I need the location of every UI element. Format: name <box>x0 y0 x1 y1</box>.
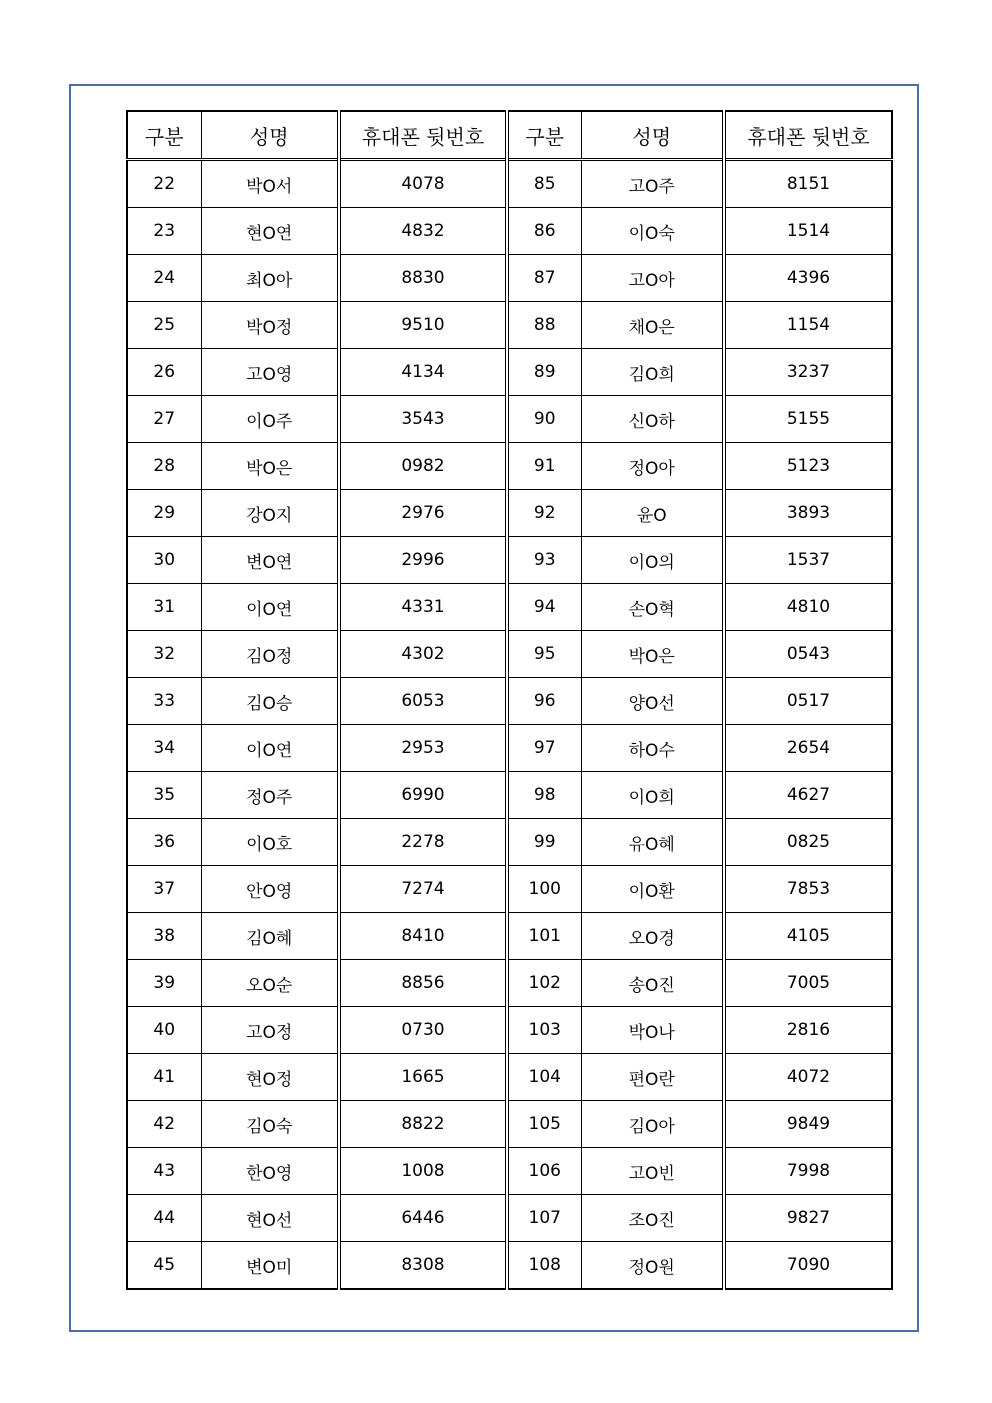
cell-name-left: 이O연 <box>201 584 339 631</box>
cell-phone-right: 8151 <box>724 160 892 208</box>
cell-no-left: 28 <box>127 443 201 490</box>
cell-phone-right: 7853 <box>724 866 892 913</box>
cell-name-right: 고O아 <box>581 255 724 302</box>
cell-phone-right: 4627 <box>724 772 892 819</box>
col-header-phone-right: 휴대폰 뒷번호 <box>724 111 892 160</box>
cell-name-right: 정O원 <box>581 1242 724 1290</box>
cell-no-left: 45 <box>127 1242 201 1290</box>
cell-name-right: 채O은 <box>581 302 724 349</box>
cell-no-right: 95 <box>507 631 581 678</box>
cell-phone-left: 0982 <box>339 443 507 490</box>
cell-no-left: 44 <box>127 1195 201 1242</box>
cell-name-right: 편O란 <box>581 1054 724 1101</box>
cell-phone-left: 6053 <box>339 678 507 725</box>
cell-phone-left: 2996 <box>339 537 507 584</box>
table-row <box>127 913 892 960</box>
cell-phone-right: 1154 <box>724 302 892 349</box>
col-header-name-left: 성명 <box>201 111 339 160</box>
cell-phone-right: 3893 <box>724 490 892 537</box>
cell-no-right: 96 <box>507 678 581 725</box>
table-row <box>127 1101 892 1148</box>
cell-no-left: 26 <box>127 349 201 396</box>
cell-no-right: 105 <box>507 1101 581 1148</box>
cell-phone-left: 4331 <box>339 584 507 631</box>
table-row <box>127 255 892 302</box>
cell-name-right: 양O선 <box>581 678 724 725</box>
roster-table <box>126 110 893 1290</box>
cell-name-right: 고O주 <box>581 160 724 208</box>
cell-phone-left: 8830 <box>339 255 507 302</box>
cell-no-left: 39 <box>127 960 201 1007</box>
cell-phone-left: 4302 <box>339 631 507 678</box>
cell-name-left: 최O아 <box>201 255 339 302</box>
cell-name-left: 김O숙 <box>201 1101 339 1148</box>
cell-no-right: 90 <box>507 396 581 443</box>
cell-no-right: 102 <box>507 960 581 1007</box>
cell-name-left: 이O연 <box>201 725 339 772</box>
cell-phone-left: 6990 <box>339 772 507 819</box>
cell-name-left: 김O정 <box>201 631 339 678</box>
cell-name-left: 김O혜 <box>201 913 339 960</box>
cell-no-right: 97 <box>507 725 581 772</box>
col-header-name-right: 성명 <box>581 111 724 160</box>
cell-name-left: 현O선 <box>201 1195 339 1242</box>
cell-phone-right: 9849 <box>724 1101 892 1148</box>
cell-phone-left: 1008 <box>339 1148 507 1195</box>
cell-name-left: 정O주 <box>201 772 339 819</box>
cell-name-right: 박O나 <box>581 1007 724 1054</box>
table-row <box>127 678 892 725</box>
cell-name-right: 유O혜 <box>581 819 724 866</box>
cell-phone-right: 1514 <box>724 208 892 255</box>
cell-phone-right: 0825 <box>724 819 892 866</box>
table-row <box>127 490 892 537</box>
cell-phone-right: 7090 <box>724 1242 892 1290</box>
cell-name-left: 현O연 <box>201 208 339 255</box>
cell-no-right: 107 <box>507 1195 581 1242</box>
cell-name-right: 하O수 <box>581 725 724 772</box>
table-row <box>127 960 892 1007</box>
table-row <box>127 1242 892 1290</box>
cell-no-right: 101 <box>507 913 581 960</box>
cell-no-left: 43 <box>127 1148 201 1195</box>
cell-no-left: 30 <box>127 537 201 584</box>
table-row <box>127 1195 892 1242</box>
cell-name-right: 김O희 <box>581 349 724 396</box>
cell-phone-right: 5155 <box>724 396 892 443</box>
table-row <box>127 819 892 866</box>
cell-name-right: 이O의 <box>581 537 724 584</box>
cell-name-left: 변O연 <box>201 537 339 584</box>
cell-name-left: 한O영 <box>201 1148 339 1195</box>
cell-name-left: 김O승 <box>201 678 339 725</box>
cell-name-left: 변O미 <box>201 1242 339 1290</box>
cell-name-right: 이O숙 <box>581 208 724 255</box>
cell-no-right: 85 <box>507 160 581 208</box>
table-row <box>127 1148 892 1195</box>
cell-name-left: 안O영 <box>201 866 339 913</box>
cell-phone-left: 7274 <box>339 866 507 913</box>
cell-phone-left: 6446 <box>339 1195 507 1242</box>
cell-phone-right: 4105 <box>724 913 892 960</box>
cell-name-left: 박O정 <box>201 302 339 349</box>
cell-no-right: 108 <box>507 1242 581 1290</box>
cell-phone-right: 3237 <box>724 349 892 396</box>
cell-no-left: 31 <box>127 584 201 631</box>
cell-name-right: 김O아 <box>581 1101 724 1148</box>
cell-name-right: 손O혁 <box>581 584 724 631</box>
cell-no-right: 87 <box>507 255 581 302</box>
table-row <box>127 302 892 349</box>
cell-no-right: 88 <box>507 302 581 349</box>
cell-phone-left: 3543 <box>339 396 507 443</box>
table-row <box>127 349 892 396</box>
cell-phone-right: 2654 <box>724 725 892 772</box>
table-row <box>127 1007 892 1054</box>
cell-name-left: 이O주 <box>201 396 339 443</box>
cell-no-left: 42 <box>127 1101 201 1148</box>
cell-name-left: 현O정 <box>201 1054 339 1101</box>
cell-no-right: 104 <box>507 1054 581 1101</box>
cell-name-right: 오O경 <box>581 913 724 960</box>
cell-no-right: 99 <box>507 819 581 866</box>
cell-name-left: 박O은 <box>201 443 339 490</box>
cell-name-left: 강O지 <box>201 490 339 537</box>
cell-no-right: 106 <box>507 1148 581 1195</box>
table-row <box>127 396 892 443</box>
cell-phone-right: 9827 <box>724 1195 892 1242</box>
cell-no-right: 92 <box>507 490 581 537</box>
cell-phone-right: 4396 <box>724 255 892 302</box>
cell-name-right: 이O환 <box>581 866 724 913</box>
cell-no-left: 27 <box>127 396 201 443</box>
cell-no-left: 38 <box>127 913 201 960</box>
cell-no-left: 41 <box>127 1054 201 1101</box>
cell-no-left: 29 <box>127 490 201 537</box>
cell-phone-left: 2278 <box>339 819 507 866</box>
cell-phone-right: 0543 <box>724 631 892 678</box>
col-header-no-left: 구분 <box>127 111 201 160</box>
cell-no-right: 98 <box>507 772 581 819</box>
cell-name-left: 고O영 <box>201 349 339 396</box>
cell-phone-left: 9510 <box>339 302 507 349</box>
cell-phone-right: 2816 <box>724 1007 892 1054</box>
cell-no-left: 36 <box>127 819 201 866</box>
cell-phone-left: 4832 <box>339 208 507 255</box>
cell-no-left: 35 <box>127 772 201 819</box>
table-row <box>127 584 892 631</box>
cell-name-left: 고O정 <box>201 1007 339 1054</box>
cell-no-right: 89 <box>507 349 581 396</box>
cell-no-left: 33 <box>127 678 201 725</box>
cell-phone-right: 7005 <box>724 960 892 1007</box>
header-row <box>127 111 892 160</box>
cell-phone-left: 2976 <box>339 490 507 537</box>
cell-name-right: 박O은 <box>581 631 724 678</box>
cell-no-right: 86 <box>507 208 581 255</box>
cell-name-left: 오O순 <box>201 960 339 1007</box>
cell-phone-right: 4072 <box>724 1054 892 1101</box>
cell-name-right: 정O아 <box>581 443 724 490</box>
col-header-phone-left: 휴대폰 뒷번호 <box>339 111 507 160</box>
cell-phone-left: 1665 <box>339 1054 507 1101</box>
cell-name-right: 조O진 <box>581 1195 724 1242</box>
table-row <box>127 443 892 490</box>
cell-name-right: 고O빈 <box>581 1148 724 1195</box>
cell-phone-right: 4810 <box>724 584 892 631</box>
cell-name-left: 박O서 <box>201 160 339 208</box>
cell-phone-left: 0730 <box>339 1007 507 1054</box>
cell-no-left: 32 <box>127 631 201 678</box>
cell-no-right: 94 <box>507 584 581 631</box>
cell-no-left: 40 <box>127 1007 201 1054</box>
cell-no-left: 24 <box>127 255 201 302</box>
cell-phone-left: 4078 <box>339 160 507 208</box>
cell-name-left: 이O호 <box>201 819 339 866</box>
cell-name-right: 윤O <box>581 490 724 537</box>
cell-name-right: 송O진 <box>581 960 724 1007</box>
cell-phone-left: 8308 <box>339 1242 507 1290</box>
table-row <box>127 208 892 255</box>
col-header-no-right: 구분 <box>507 111 581 160</box>
cell-no-left: 25 <box>127 302 201 349</box>
table-row <box>127 725 892 772</box>
cell-no-left: 34 <box>127 725 201 772</box>
table-row <box>127 160 892 208</box>
cell-phone-right: 5123 <box>724 443 892 490</box>
cell-name-right: 이O희 <box>581 772 724 819</box>
table-row <box>127 866 892 913</box>
cell-no-right: 91 <box>507 443 581 490</box>
table-row <box>127 537 892 584</box>
cell-no-left: 22 <box>127 160 201 208</box>
table-row <box>127 631 892 678</box>
table-row <box>127 1054 892 1101</box>
cell-no-left: 23 <box>127 208 201 255</box>
cell-no-right: 100 <box>507 866 581 913</box>
cell-phone-left: 8410 <box>339 913 507 960</box>
cell-phone-right: 0517 <box>724 678 892 725</box>
cell-phone-right: 7998 <box>724 1148 892 1195</box>
cell-phone-left: 4134 <box>339 349 507 396</box>
cell-no-right: 93 <box>507 537 581 584</box>
cell-phone-left: 8822 <box>339 1101 507 1148</box>
cell-no-right: 103 <box>507 1007 581 1054</box>
cell-phone-left: 8856 <box>339 960 507 1007</box>
cell-no-left: 37 <box>127 866 201 913</box>
table-row <box>127 772 892 819</box>
cell-phone-left: 2953 <box>339 725 507 772</box>
cell-name-right: 신O하 <box>581 396 724 443</box>
cell-phone-right: 1537 <box>724 537 892 584</box>
